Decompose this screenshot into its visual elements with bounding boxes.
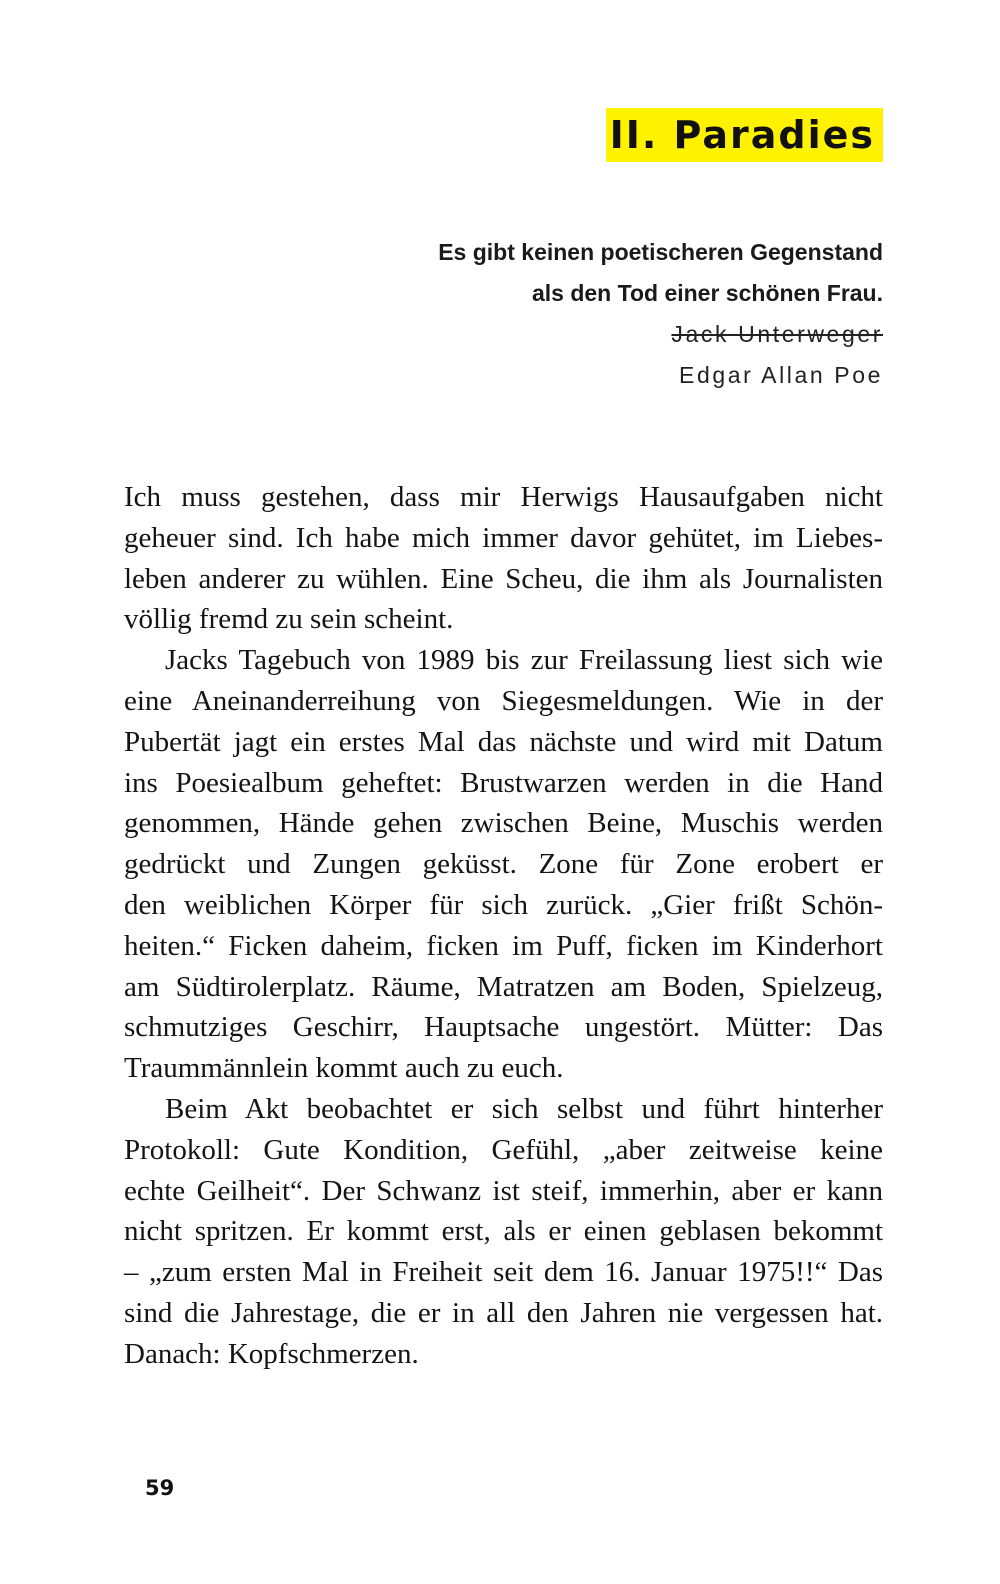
text-line: echte Geilheit“. Der Schwanz ist steif, immerhin, aber er kann [124,1174,883,1207]
text-line: eine Aneinanderreihung von Siegesmeldungen. Wie in der [124,684,883,717]
body-text [124,477,883,1375]
text-line: ins Poesiealbum geheftet: Brustwarzen werden in die Hand [124,766,883,799]
page-number: 59 [145,1476,175,1500]
text-line: gedrückt und Zungen geküsst. Zone für Zone erobert er [124,848,883,881]
text-line: den weiblichen Körper für sich zurück. „Gier frißt Schön- [124,888,883,921]
epigraph-attribution: Edgar Allan Poe [679,362,883,388]
struck-attribution: Jack Unterweger [671,321,883,347]
epigraph [438,232,883,396]
text-line: Traummännlein kommt auch zu euch. [124,1052,564,1085]
text-line: Protokoll: Gute Kondition, Gefühl, „aber zeitweise keine [124,1133,883,1166]
paragraph-3 [124,1089,883,1375]
chapter-title: II. Paradies [606,108,883,162]
text-line: nicht spritzen. Er kommt erst, als er einen geblasen bekommt [124,1215,883,1248]
text-line: sind die Jahrestage, die er in all den Jahren nie vergessen hat. [124,1296,883,1329]
text-line: heiten.“ Ficken daheim, ficken im Puff, ficken im Kinderhort [124,929,883,962]
text-line: Beim Akt beobachtet er sich selbst und führt hinterher [165,1092,883,1125]
text-line: – „zum ersten Mal in Freiheit seit dem 16. Januar 1975!!“ Das [124,1256,883,1289]
text-line: Ich muss gestehen, dass mir Herwigs Hausaufgaben nicht [124,481,883,513]
epigraph-line-1: Es gibt keinen poetischeren Gegenstand [438,239,883,265]
epigraph-line-2: als den Tod einer schönen Frau. [531,280,883,306]
paragraph-2 [124,640,883,1089]
text-line: völlig fremd zu sein scheint. [124,603,454,636]
paragraph-1 [124,477,883,640]
text-line: am Südtirolerplatz. Räume, Matratzen am Boden, Spielzeug, [124,970,883,1003]
text-line: Pubertät jagt ein erstes Mal das nächste und wird mit Datum [124,725,883,758]
text-line: Danach: Kopfschmerzen. [124,1337,419,1370]
text-line: genommen, Hände gehen zwischen Beine, Muschis werden [124,807,883,840]
text-line: schmutziges Geschirr, Hauptsache ungestört. Mütter: Das [124,1011,883,1044]
text-line: geheuer sind. Ich habe mich immer davor gehütet, im Liebes- [124,521,883,554]
chapter-heading [606,108,883,162]
text-line: leben anderer zu wühlen. Eine Scheu, die ihm als Journalisten [124,562,883,595]
text-line: Jacks Tagebuch von 1989 bis zur Freilassung liest sich wie [165,644,883,677]
